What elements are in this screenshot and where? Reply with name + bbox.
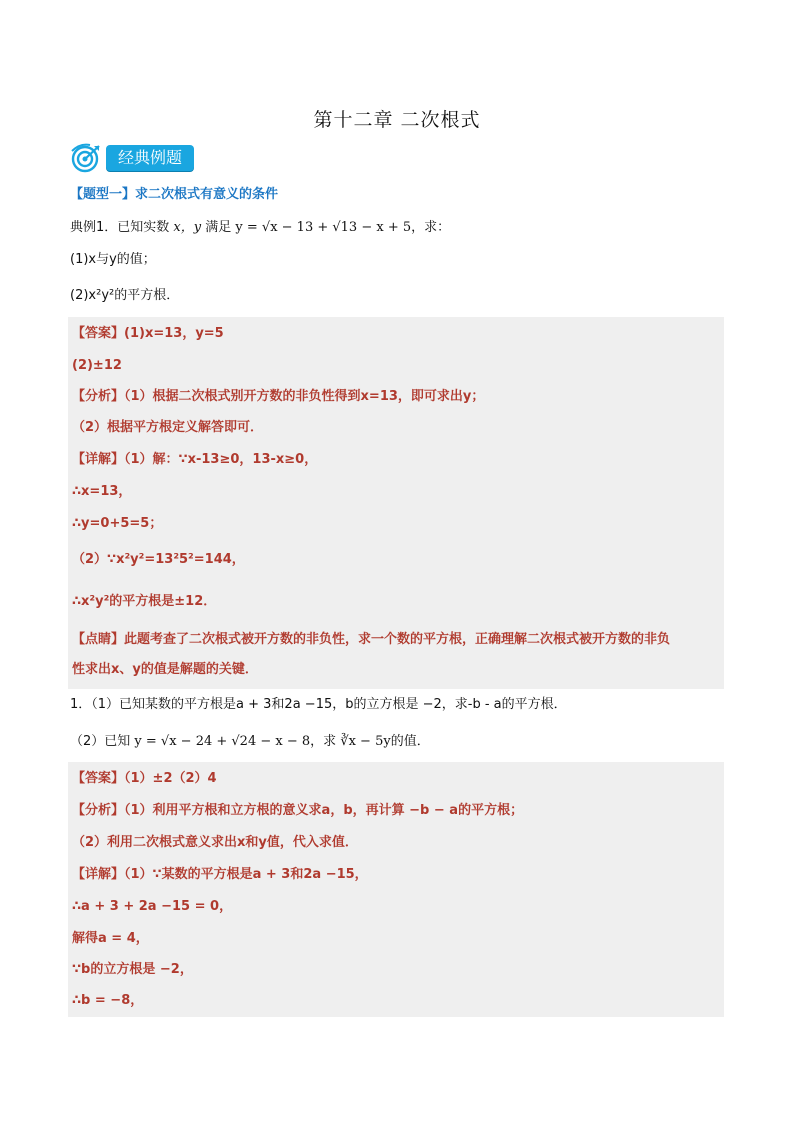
problem-1-question-1: 1．（1）已知某数的平方根是a + 3和2a −15，b的立方根是 −2，求-b - a的平方根． xyxy=(70,697,567,712)
p1-detail-4: ∵b的立方根是 −2， xyxy=(72,962,193,977)
intro-mid: 满足 xyxy=(205,220,232,235)
detail-4: （2）∵x²y²=13²5²=144， xyxy=(72,552,245,567)
p1-answer: 【答案】（1）±2（2）4 xyxy=(72,771,217,786)
analysis-2: （2）根据平方根定义解答即可． xyxy=(72,420,264,435)
intro-vars: x，y xyxy=(173,220,202,235)
answer-1 xyxy=(72,325,224,343)
detail-1: 【详解】（1）解：∵x-13≥0，13-x≥0， xyxy=(72,452,318,467)
answer-text: (1)x=13，y=5 xyxy=(124,326,224,341)
p1-detail-5: ∴b = −8， xyxy=(72,993,144,1008)
analysis-1: 【分析】（1）根据二次根式别开方数的非负性得到x=13，即可求出y； xyxy=(72,389,485,404)
comment-1: 【点睛】此题考查了二次根式被开方数的非负性，求一个数的平方根，正确理解二次根式被开方数的非负 xyxy=(72,632,671,647)
q2-mid: ，求 xyxy=(310,734,337,749)
answer-block-1 xyxy=(68,317,724,689)
example-formula: y = √x − 13 + √13 − x + 5 xyxy=(235,220,412,235)
detail-3: ∴y=0+5=5； xyxy=(72,516,163,531)
q2-formula: y = √x − 24 + √24 − x − 8 xyxy=(134,734,311,749)
chapter-title: 第十二章 二次根式 xyxy=(313,109,481,131)
answer-block-2 xyxy=(68,762,724,1017)
p1-analysis-2: （2）利用二次根式意义求出x和y值，代入求值． xyxy=(72,835,358,850)
detail-5: ∴x²y²的平方根是±12． xyxy=(72,594,217,609)
q2-prefix: （2）已知 xyxy=(70,734,131,749)
detail-2: ∴x=13， xyxy=(72,484,132,499)
q2-cube-root: ∛x − 5y xyxy=(340,734,391,749)
p1-detail-1: 【详解】（1）∵某数的平方根是a + 3和2a −15， xyxy=(72,867,368,882)
intro-suffix: ，求： xyxy=(411,220,451,235)
p1-detail-2: ∴a + 3 + 2a −15 = 0， xyxy=(72,899,233,914)
p1-analysis-1: 【分析】（1）利用平方根和立方根的意义求a，b，再计算 −b − a的平方根； xyxy=(72,803,524,818)
target-arrow-icon xyxy=(70,141,104,175)
comment-2: 性求出x、y的值是解题的关键． xyxy=(72,662,258,677)
p1-detail-3: 解得a = 4， xyxy=(72,931,149,946)
answer-label: 【答案】 xyxy=(72,326,125,341)
intro-prefix: 典例1．已知实数 xyxy=(70,220,170,235)
question-2: (2)x²y²的平方根． xyxy=(70,288,180,303)
example-intro xyxy=(70,219,450,237)
answer-2: (2)±12 xyxy=(72,358,122,373)
section-heading: 【题型一】求二次根式有意义的条件 xyxy=(70,187,279,202)
banner-label: 经典例题 xyxy=(106,145,194,171)
question-1: (1)x与y的值； xyxy=(70,252,156,267)
problem-1-question-2 xyxy=(70,733,430,751)
section-banner xyxy=(70,141,194,175)
q2-suffix: 的值． xyxy=(390,734,430,749)
